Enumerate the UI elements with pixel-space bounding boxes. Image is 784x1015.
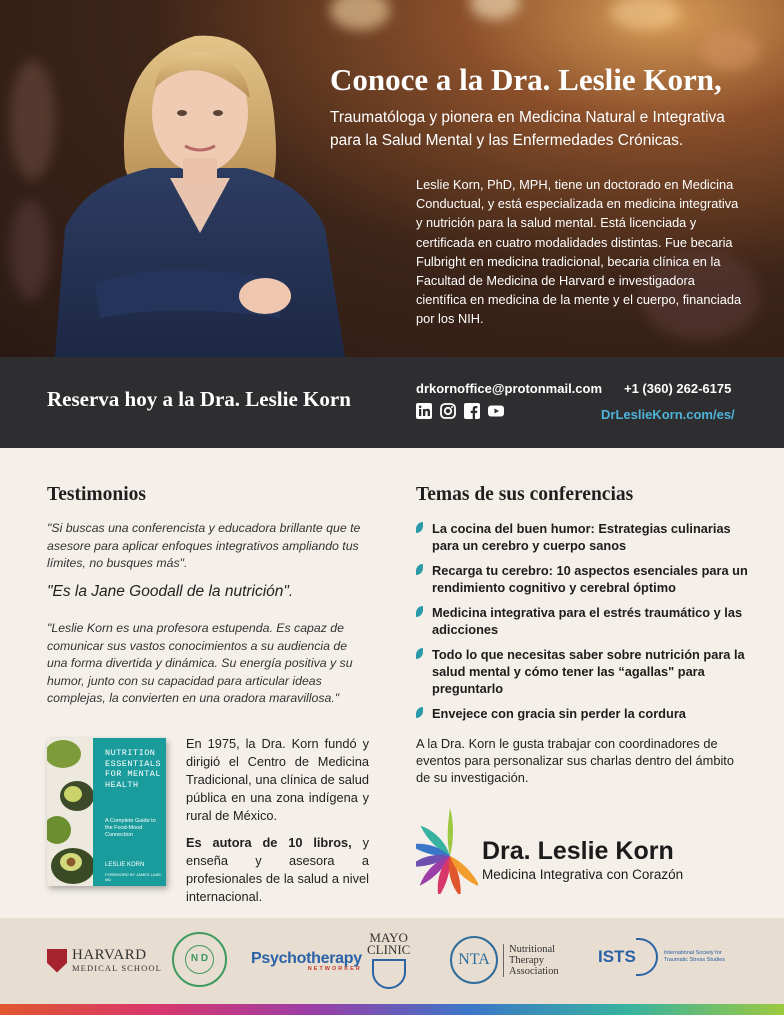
testimonials-heading: Testimonios xyxy=(47,484,146,505)
topics-heading: Temas de sus conferencias xyxy=(416,484,634,505)
flower-logo-icon xyxy=(416,804,478,894)
aanp-logo: N D xyxy=(172,932,227,987)
ists-arcs-icon xyxy=(636,938,658,976)
testimonial-highlight: "Es la Jane Goodall de la nutrición". xyxy=(47,583,294,600)
leaf-icon xyxy=(416,707,423,718)
email-link[interactable]: drkornoffice@protonmail.com xyxy=(416,381,603,396)
book-foreword: FOREWORD BY JAMES LAKE, MD xyxy=(105,872,163,882)
hero-subtitle: Traumatóloga y pionera en Medicina Natural e Integrativa para la Salud Mental y las Enfermedades Crónicas. xyxy=(330,109,725,149)
topic-item: La cocina del buen humor: Estrategias culinarias para un cerebro y cuerpo sanos xyxy=(416,520,756,554)
ists-logo: ISTS International Society for Traumatic Stress Studies xyxy=(598,938,739,976)
harvard-shield-icon xyxy=(47,949,67,973)
leaf-icon xyxy=(416,522,423,533)
phone-link[interactable]: +1 (360) 262-6175 xyxy=(624,381,732,396)
topics-list xyxy=(416,520,756,730)
brand-tagline: Medicina Integrativa con Corazón xyxy=(482,867,684,882)
founded-text: En 1975, la Dra. Korn fundó y dirigió el Centro de Medicina Tradicional, una clínica de salud pública en una zona indígena y rural de México. xyxy=(186,736,369,823)
book-cta: Reserva hoy a la Dra. Leslie Korn xyxy=(47,387,351,411)
instagram-icon[interactable] xyxy=(440,403,456,419)
leaf-icon xyxy=(416,564,423,575)
facebook-icon[interactable] xyxy=(464,403,480,419)
book-subtitle: A Complete Guide to the Food-Mood Connection xyxy=(105,818,156,838)
topic-item: Todo lo que necesitas saber sobre nutrición para la salud mental y cómo tener las “agallas" para preguntarlo xyxy=(416,646,756,697)
website-link[interactable]: DrLeslieKorn.com/es/ xyxy=(601,407,735,422)
book-cover xyxy=(47,738,166,886)
testimonial-quote: "Si buscas una conferencista y educadora brillante que te asesore para aplicar enfoques integrativos ampliando tus límites, no busques más". xyxy=(47,521,361,570)
author-bold: Es autora de 10 libros, xyxy=(186,835,352,850)
portrait-photo xyxy=(55,18,345,357)
hero-section xyxy=(0,0,784,357)
book-title: NUTRITION ESSENTIALS FOR MENTAL HEALTH xyxy=(105,748,162,790)
nta-logo: NTA Nutritional Therapy Association xyxy=(450,936,563,984)
leaf-icon xyxy=(416,648,423,659)
author-rest: y enseña y asesora a profesionales de la salud a nivel internacional. xyxy=(186,835,369,904)
book-author: LESLIE KORN xyxy=(105,862,145,868)
topic-item: Recarga tu cerebro: 10 aspectos esenciales para un rendimiento cognitivo y cerebral óptimo xyxy=(416,562,756,596)
brand-logo xyxy=(416,804,736,894)
brand-name: Dra. Leslie Korn xyxy=(482,837,674,865)
testimonial-quote: "Leslie Korn es una profesora estupenda. Es capaz de comunicar sus vastos conocimientos a su audiencia de una forma divertida y dinámica. Su energía positiva y su humor, junto con su capacidad para articular ideas complejas, la convierten en una oradora maravillosa." xyxy=(47,621,353,705)
youtube-icon[interactable] xyxy=(488,403,504,419)
author-text xyxy=(186,834,369,906)
book-cover-image xyxy=(47,738,93,886)
topic-item: Medicina integrativa para el estrés traumático y las adicciones xyxy=(416,604,756,638)
affiliations-footer xyxy=(0,918,784,1004)
psychotherapy-networker-logo: Psychotherapy NETWORKER xyxy=(251,950,362,972)
leaf-icon xyxy=(416,606,423,617)
linkedin-icon[interactable] xyxy=(416,403,432,419)
harvard-logo: HARVARD MEDICAL SCHOOL xyxy=(47,948,162,973)
social-links xyxy=(416,403,504,419)
mayo-shield-icon xyxy=(372,959,406,989)
coordinators-text: A la Dra. Korn le gusta trabajar con coordinadores de eventos para personalizar sus charlas dentro del ámbito de su investigación. xyxy=(416,736,734,785)
topic-item: Envejece con gracia sin perder la cordura xyxy=(416,705,756,722)
rainbow-strip xyxy=(0,1004,784,1015)
hero-bio: Leslie Korn, PhD, MPH, tiene un doctorado en Medicina Conductual, y está especializada en medicina integrativa y nutrición para la salud mental. Está licenciada y certificada en cuatro modalidades distintas. Fue becaria Fulbright en medicina tradicional, becaria clínica en la Facultad de Medicina de Harvard e investigadora científica en medicina de la mente y el cuerpo, financiada por los NIH. xyxy=(416,177,742,327)
mayo-clinic-logo: MAYO CLINIC xyxy=(367,932,410,989)
contact-bar xyxy=(0,357,784,448)
hero-title: Conoce a la Dra. Leslie Korn, xyxy=(330,62,722,97)
